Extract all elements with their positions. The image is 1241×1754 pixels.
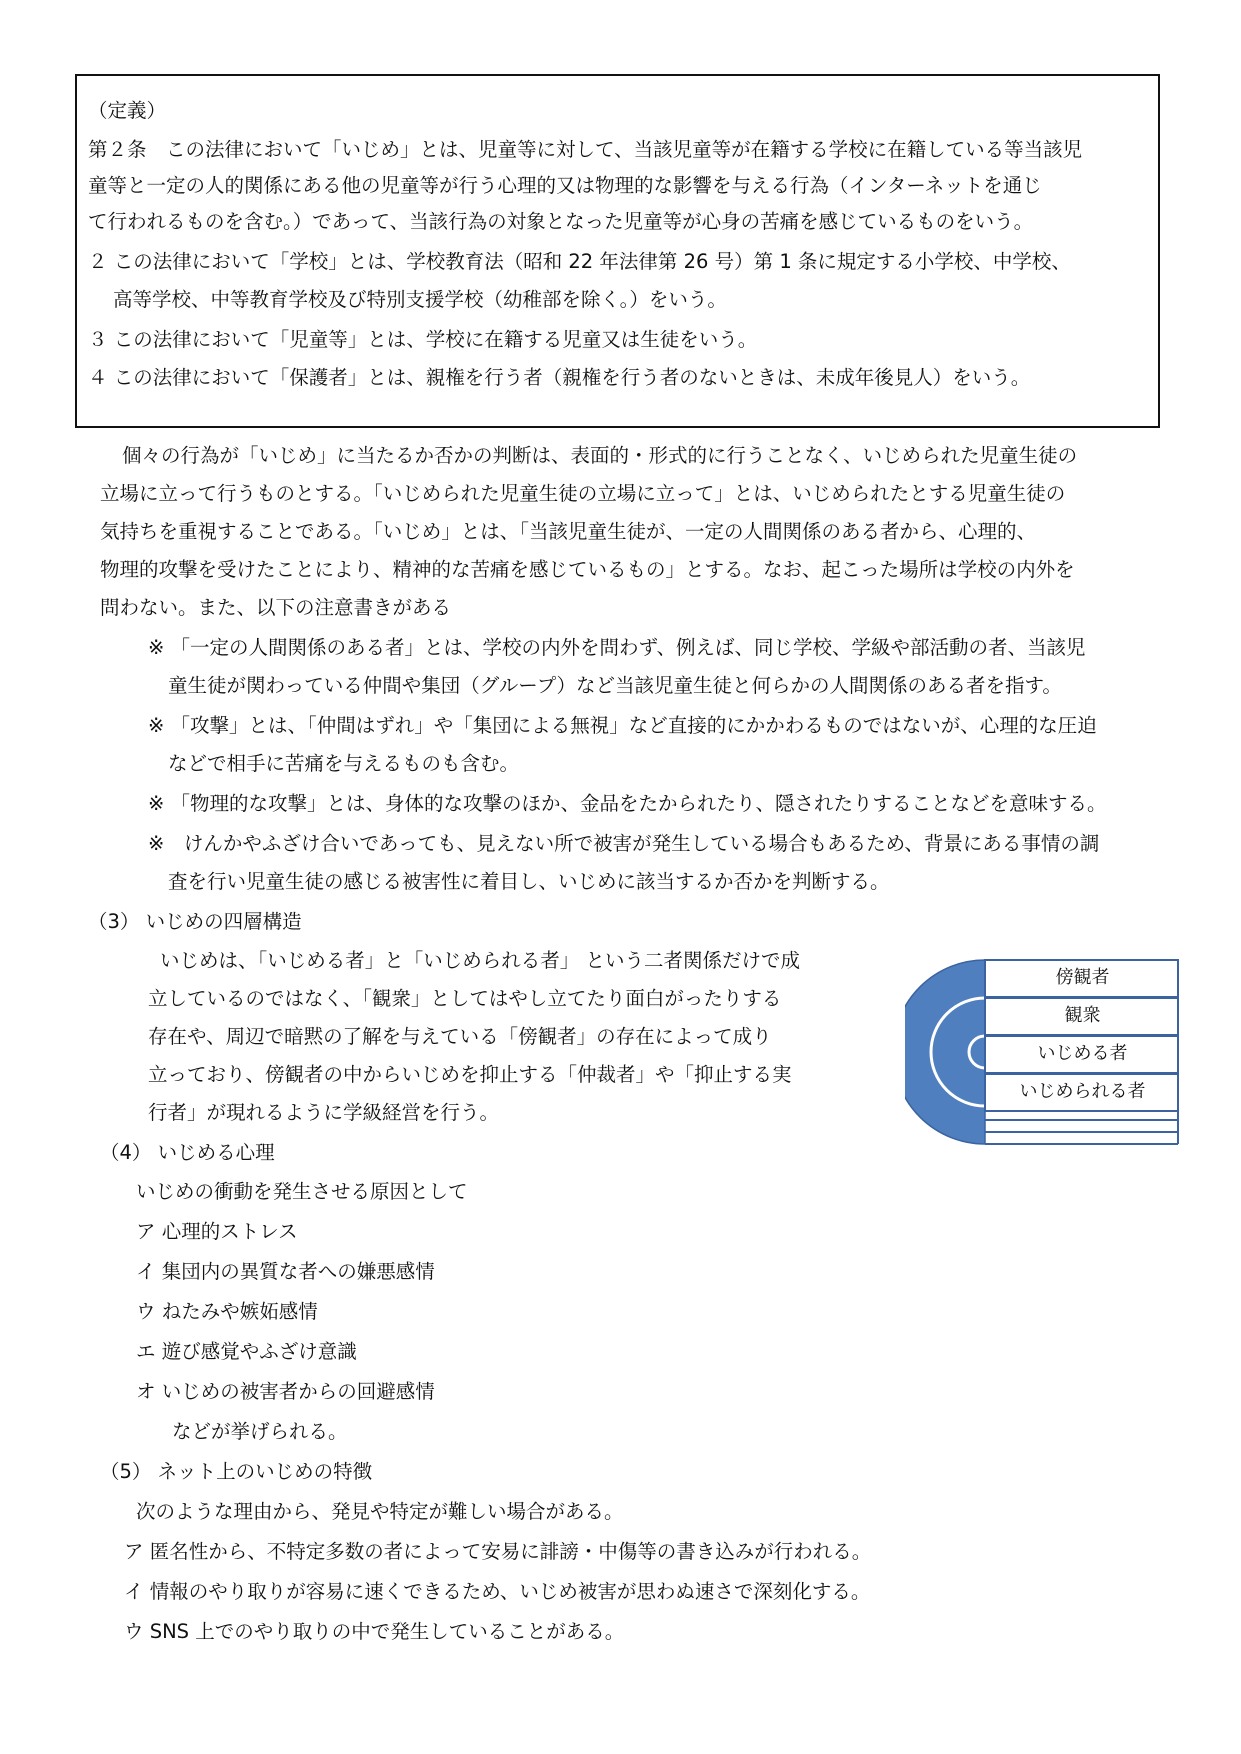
- section4-item: オ いじめの被害者からの回避感情: [136, 1380, 435, 1403]
- diagram-layer-label: 傍観者: [1055, 967, 1110, 988]
- note-line: ※ 「攻撃」とは、「仲間はずれ」や「集団による無視」など直接的にかかわるものではないが、心理的な圧迫: [148, 714, 1097, 737]
- section5-item: ウ SNS 上でのやり取りの中で発生していることがある。: [124, 1620, 625, 1643]
- note-line: ※ 「物理的な攻撃」とは、身体的な攻撃のほか、金品をたかられたり、隠されたりすることなどを意味する。: [148, 792, 1107, 815]
- judgement-line: 物理的攻撃を受けたことにより、精神的な苦痛を感じているもの」とする。なお、起こった場所は学校の内外を: [100, 558, 1075, 581]
- judgement-line: 問わない。また、以下の注意書きがある: [100, 596, 452, 619]
- note-line: 査を行い児童生徒の感じる被害性に着目し、いじめに該当するか否かを判断する。: [168, 870, 890, 893]
- section5-item: イ 情報のやり取りが容易に速くできるため、いじめ被害が思わぬ速さで深刻化する。: [124, 1580, 871, 1603]
- definition-line: 第２条 この法律において「いじめ」とは、児童等に対して、当該児童等が在籍する学校に在籍している等当該児: [88, 138, 1083, 161]
- definition-line: 高等学校、中等教育学校及び特別支援学校（幼稚部を除く。）をいう。: [113, 288, 727, 311]
- note-line: などで相手に苦痛を与えるものも含む。: [168, 752, 520, 775]
- diagram-semicircle: [905, 960, 985, 1144]
- judgement-line: 立場に立って行うものとする。「いじめられた児童生徒の立場に立って」とは、いじめられたとする児童生徒の: [100, 482, 1066, 505]
- section4-item: エ 遊び感覚やふざけ意識: [136, 1340, 357, 1363]
- section4-item: ウ ねたみや嫉妬感情: [136, 1300, 318, 1323]
- judgement-line: 気持ちを重視することである。「いじめ」とは、「当該児童生徒が、一定の人間関係のある者から、心理的、: [100, 520, 1037, 543]
- four-layer-diagram: [905, 958, 1180, 1148]
- definition-line: て行われるものを含む。）であって、当該行為の対象となった児童等が心身の苦痛を感じているものをいう。: [88, 210, 1034, 233]
- note-line: ※ けんかやふざけ合いであっても、見えない所で被害が発生している場合もあるため、背景にある事情の調: [148, 832, 1100, 855]
- diagram-layer-label: いじめる者: [1037, 1043, 1128, 1064]
- section3-line: 立しているのではなく、「観衆」としてはやし立てたり面白がったりする: [148, 987, 782, 1010]
- diagram-layer-label: いじめられる者: [1019, 1081, 1146, 1102]
- definition-line: 童等と一定の人的関係にある他の児童等が行う心理的又は物理的な影響を与える行為（インターネットを通じ: [88, 174, 1042, 197]
- definition-heading: （定義）: [88, 99, 167, 122]
- section4-heading: （4） いじめる心理: [100, 1141, 275, 1164]
- note-line: 童生徒が関わっている仲間や集団（グループ）など当該児童生徒と何らかの人間関係のある者を指す。: [168, 674, 1062, 697]
- section5-item: ア 匿名性から、不特定多数の者によって安易に誹謗・中傷等の書き込みが行われる。: [124, 1540, 872, 1563]
- definition-line: ３ この法律において「児童等」とは、学校に在籍する児童又は生徒をいう。: [88, 328, 758, 351]
- section3-line: 行者」が現れるように学級経営を行う。: [148, 1101, 500, 1124]
- definition-line: ４ この法律において「保護者」とは、親権を行う者（親権を行う者のないときは、未成年後見人）をいう。: [88, 366, 1031, 389]
- section5-intro: 次のような理由から、発見や特定が難しい場合がある。: [136, 1500, 624, 1523]
- note-line: ※ 「一定の人間関係のある者」とは、学校の内外を問わず、例えば、同じ学校、学級や部活動の者、当該児: [148, 636, 1086, 659]
- diagram-layer-label: 観衆: [1064, 1005, 1101, 1026]
- section3-line: 存在や、周辺で暗黙の了解を与えている「傍観者」の存在によって成り: [148, 1025, 772, 1048]
- definition-line: ２ この法律において「学校」とは、学校教育法（昭和 22 年法律第 26 号）第 1 条に規定する小学校、中学校、: [88, 250, 1071, 273]
- section3-heading: （3） いじめの四層構造: [88, 910, 302, 933]
- section3-line: 立っており、傍観者の中からいじめを抑止する「仲裁者」や「抑止する実: [148, 1063, 792, 1086]
- section4-intro: いじめの衝動を発生させる原因として: [136, 1180, 468, 1203]
- section4-item: ア 心理的ストレス: [136, 1220, 298, 1243]
- section3-line: いじめは、「いじめる者」と「いじめられる者」 という二者関係だけで成: [160, 949, 800, 972]
- section5-heading: （5） ネット上のいじめの特徴: [100, 1460, 373, 1483]
- section4-outro: などが挙げられる。: [172, 1420, 348, 1443]
- section4-item: イ 集団内の異質な者への嫌悪感情: [136, 1260, 435, 1283]
- judgement-line: 個々の行為が「いじめ」に当たるか否かの判断は、表面的・形式的に行うことなく、いじめられた児童生徒の: [122, 444, 1078, 467]
